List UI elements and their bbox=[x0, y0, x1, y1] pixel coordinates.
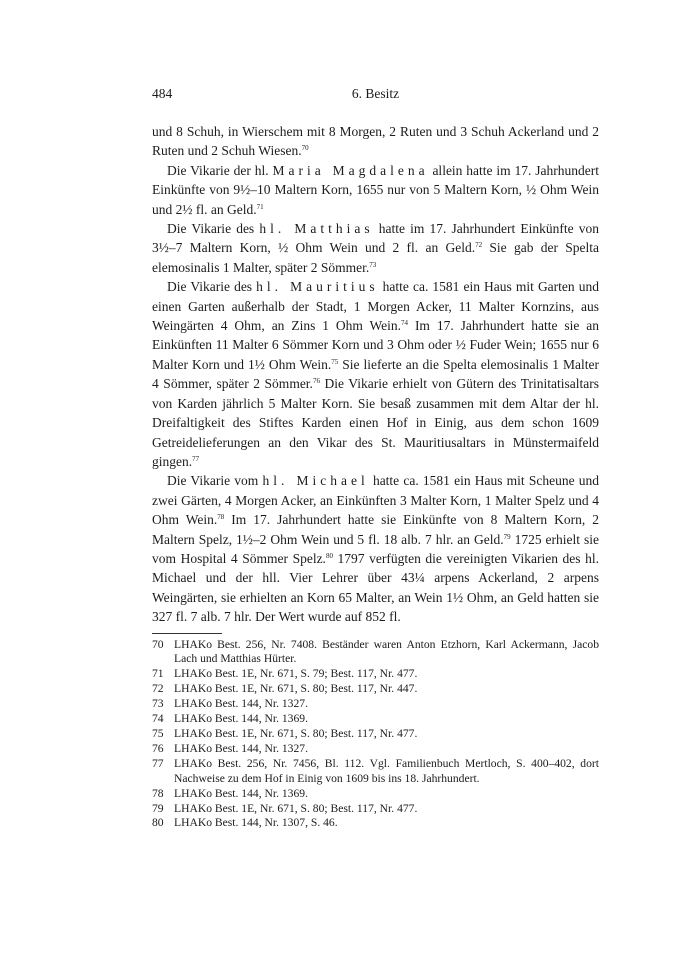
footnote-number: 77 bbox=[152, 756, 164, 770]
footnote-ref: 73 bbox=[369, 260, 377, 269]
running-title: 6. Besitz bbox=[351, 86, 400, 101]
footnote bbox=[152, 802, 599, 817]
text-run: Die Vikarie des bbox=[167, 279, 257, 295]
text-run: Sie lieferte an die Spelta elemosinalis 1 Malter 4 Sömmer, später 2 Sömmer. bbox=[152, 356, 600, 392]
footnote bbox=[152, 727, 599, 742]
footnote-text: LHAKo Best. 144, Nr. 1369. bbox=[174, 712, 308, 726]
text-run: 1725 erhielt sie vom Hospital 4 Sömmer Spelz. bbox=[152, 531, 599, 566]
footnote bbox=[152, 712, 599, 727]
footnote-number: 78 bbox=[152, 786, 164, 800]
footnote-number: 80 bbox=[152, 816, 164, 830]
text-run: und 8 Schuh, in Wierschem mit 8 Morgen, 2 Ruten und 3 Schuh Ackerland und 2 Ruten und 2 Schuh Wiesen. bbox=[152, 124, 599, 159]
footnote bbox=[152, 787, 599, 802]
footnote-text: LHAKo Best. 1E, Nr. 671, S. 80; Best. 117, Nr. 447. bbox=[174, 682, 418, 696]
footnote-ref: 79 bbox=[503, 532, 511, 541]
footnote-ref: 71 bbox=[256, 202, 264, 211]
text-run: Die Vikarie vom bbox=[167, 473, 263, 489]
footnote bbox=[152, 757, 599, 787]
paragraph bbox=[152, 122, 599, 161]
page-header bbox=[152, 86, 599, 108]
footnote-ref: 72 bbox=[475, 241, 483, 250]
page-number: 484 bbox=[152, 86, 173, 101]
footnote bbox=[152, 638, 599, 668]
text-run: hatte ca. 1581 ein Haus mit Garten und einen Garten außerhalb der Stadt, 1 Morgen Acker, 11 Malter Kornzins, aus Weingärten 4 Ohm, an Zins 1 Ohm Wein. bbox=[152, 279, 599, 334]
footnote-ref: 75 bbox=[331, 357, 339, 366]
saint-name: hl. Matthias bbox=[259, 221, 374, 237]
text-run: hatte im 17. Jahrhundert Einkünfte von 3½–7 Maltern Korn, ½ Ohm Wein und 2 fl. an Geld. bbox=[152, 221, 599, 256]
footnote-ref: 78 bbox=[217, 513, 225, 522]
footnotes bbox=[152, 638, 599, 832]
footnote bbox=[152, 667, 599, 682]
text-run: allein hatte im 17. Jahrhundert Einkünfte von 9½–10 Maltern Korn, 1655 nur von 5 Maltern Korn, ½ Ohm Wein und 2½ fl. an Geld. bbox=[152, 162, 599, 217]
footnote-number: 70 bbox=[152, 637, 164, 651]
text-run: Im 17. Jahrhundert hatte sie Einkünfte von 8 Maltern Korn, 2 Maltern Spelz, 1½–2 Ohm Wein und 5 fl. 18 alb. 7 hlr. an Geld. bbox=[152, 512, 599, 547]
footnote-number: 79 bbox=[152, 801, 164, 815]
footnote-ref: 80 bbox=[325, 551, 333, 560]
footnote-number: 74 bbox=[152, 712, 164, 726]
text-run: Sie gab der Spelta elemosinalis 1 Malter, später 2 Sömmer. bbox=[152, 240, 599, 275]
main-text bbox=[152, 122, 599, 627]
paragraph bbox=[152, 161, 599, 219]
text-run: 1797 verfügten die vereinigten Vikarien des hl. Michael und der hll. Vier Lehrer über 43¼ arpens Ackerland, 2 arpens Weingärten, sie erhielten an Korn 65 Malter, an Wein 1½ Ohm, an Geld hatten sie 327 fl. 7 alb. 7 hlr. Der Wert wurde auf 852 fl. bbox=[152, 550, 599, 625]
text-run: Die Vikarie der hl. bbox=[167, 162, 273, 178]
saint-name: hl. Mauritius bbox=[256, 279, 379, 295]
footnote-number: 73 bbox=[152, 697, 164, 711]
footnote-text: LHAKo Best. 144, Nr. 1369. bbox=[174, 786, 308, 800]
footnote-text: LHAKo Best. 1E, Nr. 671, S. 80; Best. 117, Nr. 477. bbox=[174, 801, 418, 815]
footnote-text: LHAKo Best. 144, Nr. 1327. bbox=[174, 741, 308, 755]
paragraph bbox=[152, 471, 599, 626]
footnote-separator bbox=[152, 633, 222, 634]
footnote-ref: 77 bbox=[192, 454, 200, 463]
text-run: Die Vikarie erhielt von Gütern des Trinitatisaltars von Karden jährlich 5 Malter Korn. Sie besaß zusammen mit dem Altar der hl. Dreifaltigkeit des Stiftes Karden einen Hof in Einig, aus dem schon 1609 Getreidelieferungen an den Vikar des St. Mauritiusaltars in Münstermaifeld gingen. bbox=[152, 376, 599, 469]
footnote-text: LHAKo Best. 144, Nr. 1327. bbox=[174, 697, 308, 711]
footnote-number: 75 bbox=[152, 727, 164, 740]
footnote-text: LHAKo Best. 256, Nr. 7408. Beständer waren Anton Etzhorn, Karl Ackermann, Jacob Lach und Matthias Hürter. bbox=[174, 637, 599, 666]
text-run: Die Vikarie des bbox=[167, 221, 260, 237]
footnote-number: 72 bbox=[152, 682, 164, 696]
footnote-ref: 76 bbox=[312, 377, 320, 386]
paragraph bbox=[152, 277, 599, 471]
paragraph bbox=[152, 219, 599, 277]
footnote bbox=[152, 742, 599, 757]
footnote-number: 76 bbox=[152, 741, 164, 755]
footnote-text: LHAKo Best. 1E, Nr. 671, S. 79; Best. 117, Nr. 477. bbox=[174, 667, 418, 681]
text-run: hatte ca. 1581 ein Haus mit Scheune und zwei Gärten, 4 Morgen Acker, an Einkünften 3 Malter Korn, 1 Malter Spelz und 4 Ohm Wein. bbox=[152, 473, 600, 528]
footnote bbox=[152, 697, 599, 712]
footnote-ref: 70 bbox=[301, 144, 309, 153]
saint-name: hl. Michael bbox=[262, 473, 369, 489]
footnote-text: LHAKo Best. 256, Nr. 7456, Bl. 112. Vgl. Familienbuch Mertloch, S. 400–402, dort Nachweise zu dem Hof in Einig von 1609 bis ins 18. Jahrhundert. bbox=[174, 756, 599, 785]
footnote bbox=[152, 682, 599, 697]
footnote-number: 71 bbox=[152, 667, 164, 681]
footnote bbox=[152, 816, 599, 831]
book-page bbox=[152, 86, 599, 831]
text-run: Im 17. Jahrhundert hatte sie an Einkünften 11 Malter 6 Sömmer Korn und 3 Ohm oder ½ Fuder Wein; 1655 nur 6 Malter Korn und 1½ Ohm Wein. bbox=[152, 318, 599, 372]
footnote-ref: 74 bbox=[401, 319, 409, 328]
footnote-text: LHAKo Best. 144, Nr. 1307, S. 46. bbox=[174, 816, 338, 830]
footnote-text: LHAKo Best. 1E, Nr. 671, S. 80; Best. 117, Nr. 477. bbox=[174, 727, 418, 740]
saint-name: Maria Magdalena bbox=[272, 162, 429, 178]
